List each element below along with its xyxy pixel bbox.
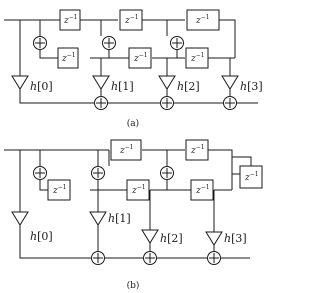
a-coefficients — [12, 76, 263, 93]
b-delay-backward-1-label: $z^{-1}$ — [53, 184, 67, 196]
a-coef-0-label: h[0] — [30, 80, 53, 93]
a-adder-links — [109, 50, 230, 76]
b-coefficients — [12, 212, 247, 245]
panel-a-caption: (a) — [126, 119, 140, 129]
b-coef-2-label: h[2] — [160, 232, 183, 245]
a-coef-2-label: h[2] — [177, 80, 200, 93]
a-delay-backward-3-label: $z^{-1}$ — [191, 52, 205, 64]
b-coef-1-label: h[1] — [108, 212, 131, 225]
panel-a — [4, 10, 263, 129]
b-coef-1 — [90, 212, 106, 225]
a-coef-0 — [12, 76, 28, 89]
b-delay-end-label: $z^{-1}$ — [245, 171, 259, 183]
a-delay-forward-1-label: $z^{-1}$ — [64, 14, 78, 26]
panel-b-caption: (b) — [126, 281, 140, 291]
panel-b — [4, 140, 262, 291]
b-delay-forward-2-label: $z^{-1}$ — [191, 144, 205, 156]
a-coef-3-label: h[3] — [240, 80, 263, 93]
b-delay-backward-3-label: $z^{-1}$ — [196, 184, 210, 196]
a-coef-1 — [93, 76, 109, 89]
a-backward-delays — [58, 48, 208, 68]
b-coef-3 — [206, 232, 222, 245]
a-output-chain — [20, 89, 258, 103]
a-delay-backward-1-label: $z^{-1}$ — [62, 52, 76, 64]
a-delay-backward-2-label: $z^{-1}$ — [134, 52, 148, 64]
b-coef-3-label: h[3] — [224, 232, 247, 245]
a-coef-3 — [222, 76, 238, 89]
b-coef-0 — [12, 212, 28, 225]
b-delay-backward-2-label: $z^{-1}$ — [132, 184, 146, 196]
b-coef-2 — [142, 230, 158, 243]
a-delay-forward-3-label: $z^{-1}$ — [196, 14, 210, 26]
b-delay-forward-1-label: $z^{-1}$ — [120, 144, 134, 156]
a-coef-2 — [159, 76, 175, 89]
b-coef-0-label: h[0] — [30, 230, 53, 243]
a-coef-1-label: h[1] — [111, 80, 134, 93]
a-delay-forward-2-label: $z^{-1}$ — [125, 14, 139, 26]
